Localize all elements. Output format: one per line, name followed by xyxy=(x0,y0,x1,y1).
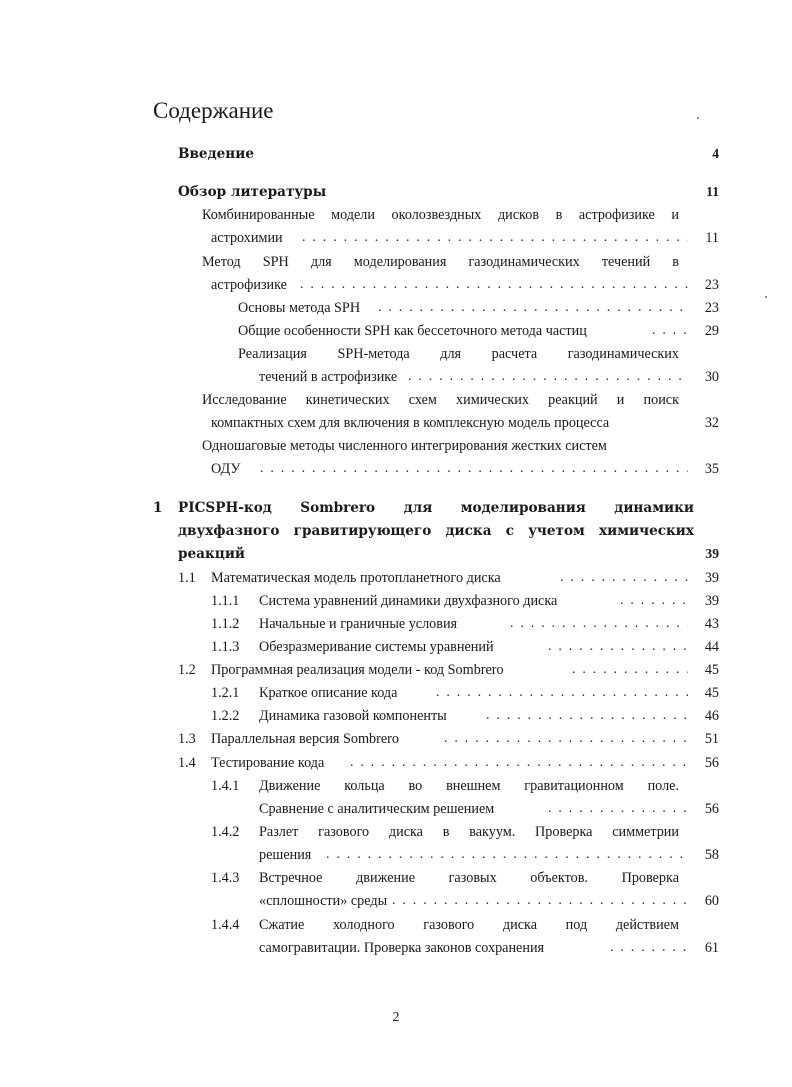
section-number: 1.4.1 xyxy=(211,778,240,794)
toc-entry-line[interactable]: Движение кольца во внешнем гравитационном поле. xyxy=(259,778,679,794)
toc-page: 43 xyxy=(704,616,719,632)
toc-entry-line[interactable]: Сжатие холодного газового диска под действием xyxy=(259,917,679,933)
section-number: 1.2.2 xyxy=(211,708,240,724)
leader-dots xyxy=(408,368,688,386)
toc-entry-line[interactable]: Исследование кинетических схем химических реакций и поиск xyxy=(202,392,679,408)
section-number: 1.4.2 xyxy=(211,824,240,840)
toc-entry-intro[interactable]: Введение xyxy=(178,146,254,162)
toc-page: 56 xyxy=(704,755,719,771)
section-number: 1.4.3 xyxy=(211,870,240,886)
toc-entry-line[interactable]: Одношаговые методы численного интегрирования жестких систем xyxy=(202,438,607,454)
toc-page: 39 xyxy=(704,570,719,586)
toc-page: 11 xyxy=(706,184,719,199)
leader-dots xyxy=(548,800,688,818)
toc-entry-line[interactable]: течений в астрофизике xyxy=(259,369,398,385)
toc-page: 51 xyxy=(704,731,719,747)
toc-entry-line[interactable]: астрофизике xyxy=(211,277,287,293)
toc-entry-line[interactable]: Тестирование кода xyxy=(211,755,325,771)
toc-entry-line[interactable]: Общие особенности SPH как бессеточного метода частиц xyxy=(238,323,587,339)
toc-page: 29 xyxy=(704,323,719,339)
toc-entry-line[interactable]: Разлет газового диска в вакуум. Проверка симметрии xyxy=(259,824,679,840)
toc-entry-line[interactable]: Сравнение с аналитическим решением xyxy=(259,801,495,817)
toc-entry-line[interactable]: реакций xyxy=(178,546,245,562)
toc-page: 11 xyxy=(705,230,719,246)
toc-entry-line[interactable]: Встречное движение газовых объектов. Проверка xyxy=(259,870,679,886)
leader-dots xyxy=(652,322,688,340)
toc-entry-line[interactable]: Обезразмеривание системы уравнений xyxy=(259,639,494,655)
leader-dots xyxy=(260,460,688,478)
toc-page: 35 xyxy=(704,461,719,477)
toc-page: 23 xyxy=(704,277,719,293)
toc-page: 45 xyxy=(704,685,719,701)
toc-page: 46 xyxy=(704,708,719,724)
section-number: 1.1 xyxy=(178,570,196,586)
toc-entry-line[interactable]: «сплошности» среды xyxy=(259,893,388,909)
chapter-number: 1 xyxy=(153,500,163,516)
section-number: 1.4.4 xyxy=(211,917,240,933)
leader-dots xyxy=(548,638,688,656)
toc-page: 44 xyxy=(704,639,719,655)
toc-page: 58 xyxy=(704,847,719,863)
toc-entry-line[interactable]: астрохимии xyxy=(211,230,283,246)
toc-entry-line[interactable]: ОДУ xyxy=(211,461,241,477)
toc-page: 60 xyxy=(704,893,719,909)
toc-entry-line[interactable]: самогравитации. Проверка законов сохранения xyxy=(259,940,545,956)
leader-dots xyxy=(300,276,688,294)
section-number: 1.1.1 xyxy=(211,593,240,609)
leader-dots xyxy=(620,592,688,610)
toc-entry-chapter-1[interactable]: PICSPH-код Sombrero для моделирования динамики xyxy=(178,500,694,516)
leader-dots xyxy=(572,661,688,679)
toc-entry-line[interactable]: Система уравнений динамики двухфазного диска xyxy=(259,593,558,609)
toc-title: Содержание xyxy=(153,98,274,123)
leader-dots xyxy=(302,229,688,247)
toc-entry-line[interactable]: Основы метода SPH xyxy=(238,300,361,316)
toc-page: 45 xyxy=(704,662,719,678)
section-number: 1.2.1 xyxy=(211,685,240,701)
toc-entry-line[interactable]: Краткое описание кода xyxy=(259,685,398,701)
toc-entry-line[interactable]: Математическая модель протопланетного диска xyxy=(211,570,501,586)
toc-entry-line[interactable]: Динамика газовой компоненты xyxy=(259,708,447,724)
section-number: 1.2 xyxy=(178,662,196,678)
section-number: 1.1.3 xyxy=(211,639,240,655)
leader-dots xyxy=(326,846,688,864)
leader-dots xyxy=(436,684,688,702)
leader-dots xyxy=(378,299,688,317)
leader-dots xyxy=(350,754,688,772)
leader-dots xyxy=(444,730,688,748)
scan-speck xyxy=(765,296,767,298)
scan-speck xyxy=(697,117,699,119)
leader-dots xyxy=(392,892,688,910)
page-number: 2 xyxy=(392,1010,400,1025)
toc-entry-line[interactable]: двухфазного гравитирующего диска с учетом химических xyxy=(178,523,694,539)
toc-entry-line[interactable]: Комбинированные модели околозвездных дисков в астрофизике и xyxy=(202,207,679,223)
toc-page: 39 xyxy=(704,593,719,609)
toc-page: 39 xyxy=(705,546,719,561)
leader-dots xyxy=(560,569,688,587)
section-number: 1.4 xyxy=(178,755,196,771)
toc-entry-line[interactable]: Начальные и граничные условия xyxy=(259,616,458,632)
toc-page: 61 xyxy=(704,940,719,956)
toc-entry-line[interactable]: Параллельная версия Sombrero xyxy=(211,731,399,747)
toc-entry-line[interactable]: компактных схем для включения в комплексную модель процесса xyxy=(211,415,610,431)
toc-page: 30 xyxy=(704,369,719,385)
toc-entry-line[interactable]: Программная реализация модели - код Sombrero xyxy=(211,662,504,678)
toc-page: 32 xyxy=(704,415,719,431)
toc-entry-line[interactable]: решения xyxy=(259,847,312,863)
toc-page: 23 xyxy=(704,300,719,316)
section-number: 1.3 xyxy=(178,731,196,747)
toc-page: 56 xyxy=(704,801,719,817)
section-number: 1.1.2 xyxy=(211,616,240,632)
toc-entry-line[interactable]: Реализация SPH-метода для расчета газодинамических xyxy=(238,346,679,362)
toc-entry-literature[interactable]: Обзор литературы xyxy=(178,184,327,200)
leader-dots xyxy=(486,707,688,725)
leader-dots xyxy=(610,939,688,957)
toc-entry-line[interactable]: Метод SPH для моделирования газодинамических течений в xyxy=(202,254,679,270)
toc-page: 4 xyxy=(712,146,719,161)
leader-dots xyxy=(510,615,688,633)
